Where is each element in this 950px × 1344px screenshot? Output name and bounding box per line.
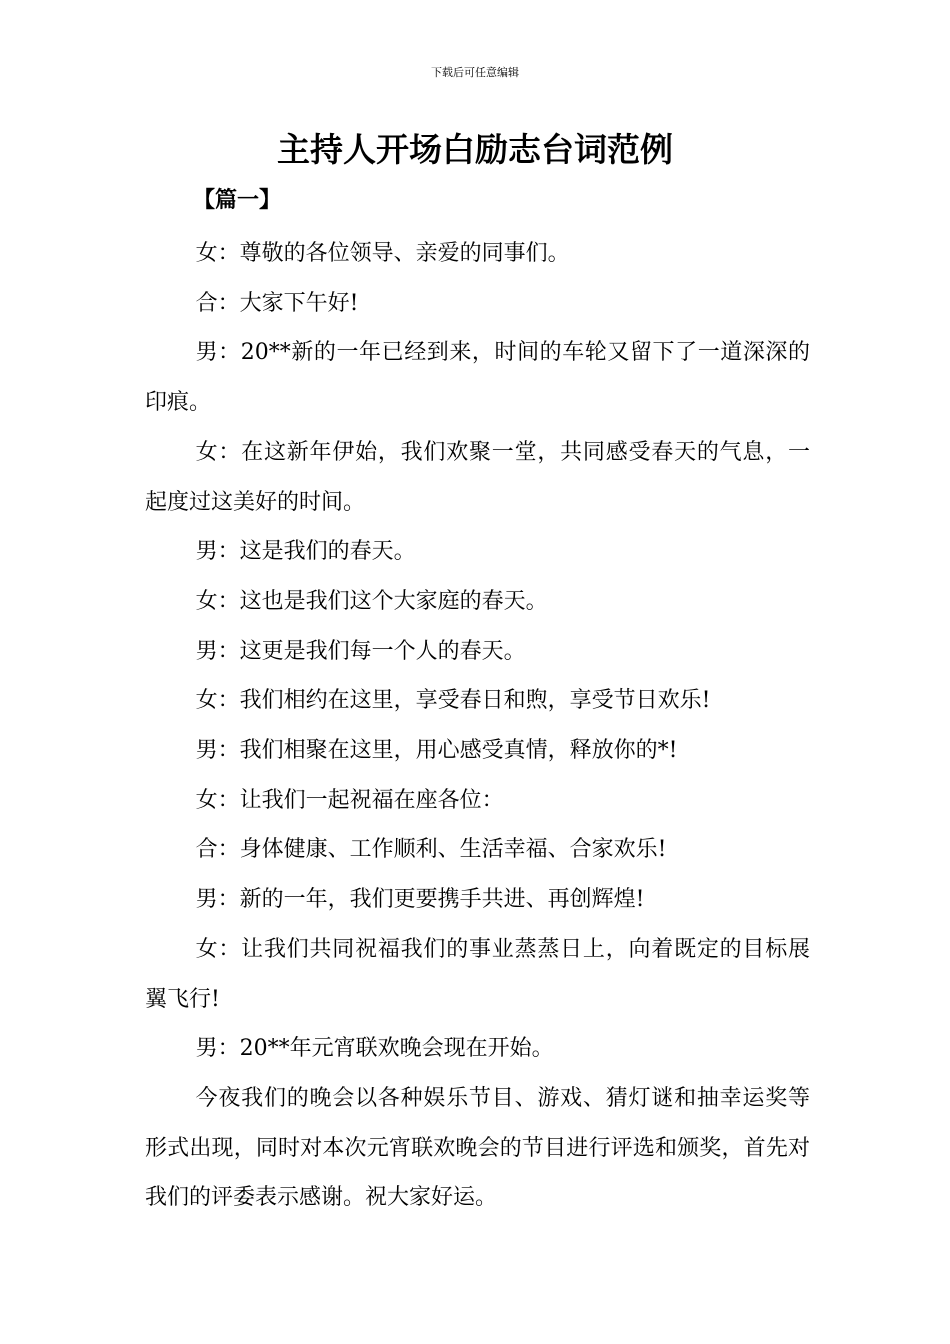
document-title: 主持人开场白励志台词范例 <box>277 130 673 169</box>
paragraph: 女：我们相约在这里，享受春日和煦，享受节日欢乐! <box>195 688 711 714</box>
paragraph: 女：这也是我们这个大家庭的春天。 <box>195 588 548 614</box>
page-header-note: 下载后可任意编辑 <box>431 66 519 79</box>
paragraph: 男：20**年元宵联欢晚会现在开始。 <box>195 1036 554 1062</box>
paragraph: 女：在这新年伊始，我们欢聚一堂，共同感受春天的气息，一起度过这美好的时间。 <box>145 439 810 515</box>
paragraph: 女：尊敬的各位领导、亲爱的同事们。 <box>195 241 570 266</box>
paragraph: 男：20**新的一年已经到来，时间的车轮又留下了一道深深的印痕。 <box>145 340 810 416</box>
paragraph: 男：我们相聚在这里，用心感受真情，释放你的*! <box>195 738 678 764</box>
document-body <box>145 229 810 1223</box>
paragraph: 今夜我们的晚会以各种娱乐节目、游戏、猜灯谜和抽幸运奖等形式出现，同时对本次元宵联欢晚会的节目进行评选和颁奖，首先对我们的评委表示感谢。祝大家好运。 <box>145 1085 810 1211</box>
paragraph: 男：新的一年，我们更要携手共进、再创辉煌! <box>195 887 645 913</box>
paragraph: 合：大家下午好! <box>195 290 359 316</box>
paragraph: 女：让我们一起祝福在座各位： <box>195 787 504 813</box>
paragraph: 男：这是我们的春天。 <box>195 539 416 565</box>
section-label: 【篇一】 <box>193 187 282 213</box>
paragraph: 男：这更是我们每一个人的春天。 <box>195 638 526 664</box>
paragraph: 合：身体健康、工作顺利、生活幸福、合家欢乐! <box>195 837 667 863</box>
paragraph: 女：让我们共同祝福我们的事业蒸蒸日上，向着既定的目标展翼飞行! <box>145 936 810 1012</box>
